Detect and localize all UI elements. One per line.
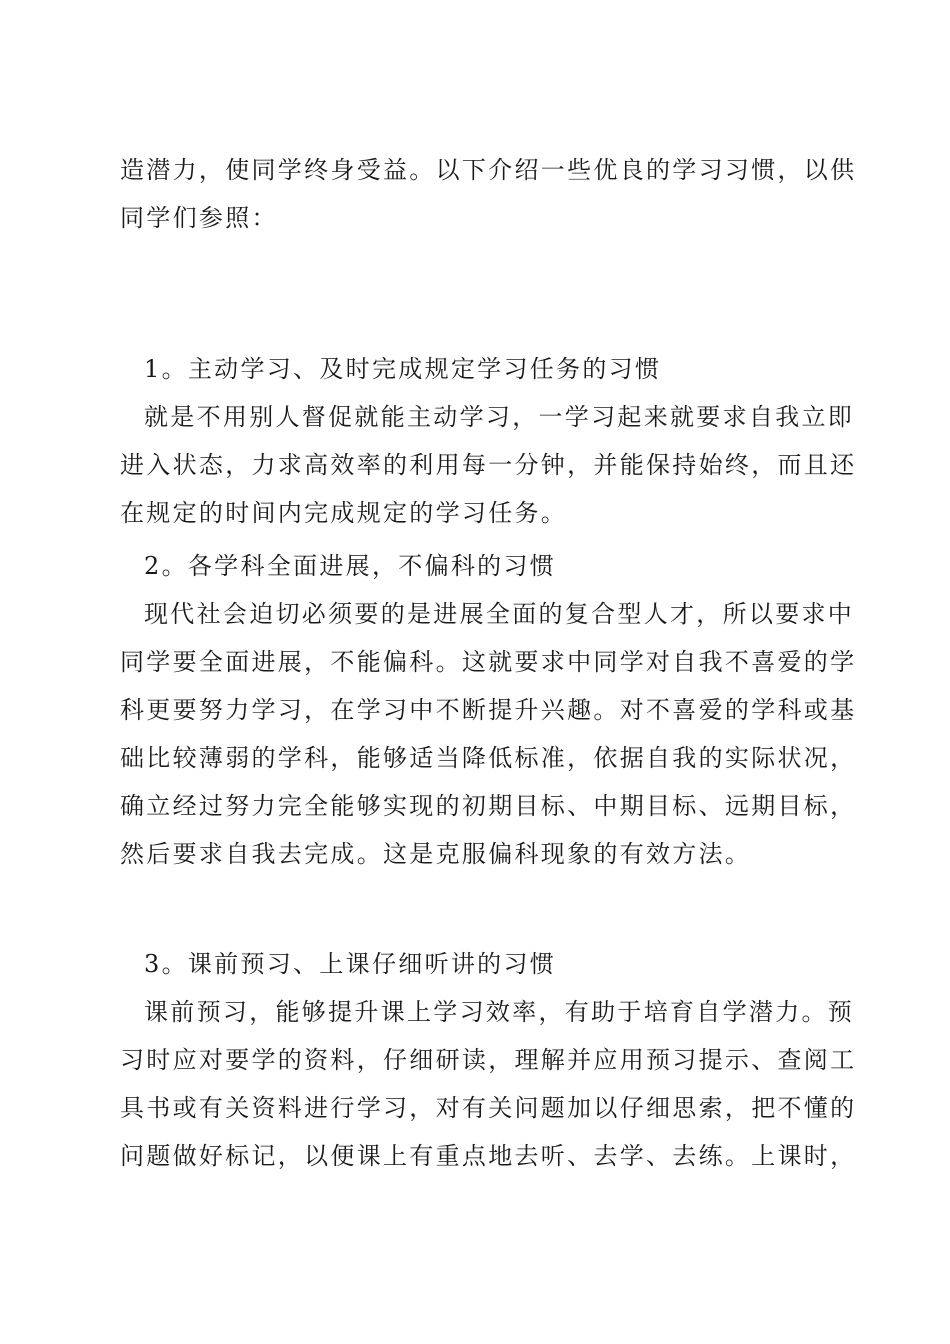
paragraph-line: 进入状态，力求高效率的利用每一分钟，并能保持始终，而且还: [120, 451, 857, 479]
paragraph-line: 科更要努力学习，在学习中不断提升兴趣。对不喜爱的学科或基: [120, 696, 857, 724]
section-3: [120, 940, 857, 1180]
paragraph-line: 同学要全面进展，不能偏科。这就要求中同学对自我不喜爱的学: [120, 648, 857, 676]
paragraph-line: 现代社会迫切必须要的是进展全面的复合型人才，所以要求中: [144, 600, 855, 628]
paragraph-line: 同学们参照：: [120, 204, 278, 232]
paragraph-line: 然后要求自我去完成。这是克服偏科现象的有效方法。: [120, 840, 752, 868]
paragraph-line: 问题做好标记，以便课上有重点地去听、去学、去练。上课时，: [120, 1142, 857, 1170]
section-2: [120, 542, 857, 878]
paragraph-line: 造潜力，使同学终身受益。以下介绍一些优良的学习习惯，以供: [120, 156, 857, 184]
paragraph-line: 具书或有关资料进行学习，对有关问题加以仔细思索，把不懂的: [120, 1094, 857, 1122]
intro-paragraph: [120, 146, 857, 242]
section-heading: 1。主动学习、及时完成规定学习任务的习惯: [144, 355, 662, 383]
section-1: [120, 345, 857, 537]
paragraph-line: 在规定的时间内完成规定的学习任务。: [120, 499, 568, 527]
paragraph-line: 确立经过努力完全能够实现的初期目标、中期目标、远期目标，: [120, 792, 857, 820]
paragraph-line: 就是不用别人督促就能主动学习，一学习起来就要求自我立即: [144, 403, 855, 431]
section-heading: 2。各学科全面进展，不偏科的习惯: [144, 552, 557, 580]
paragraph-line: 习时应对要学的资料，仔细研读，理解并应用预习提示、查阅工: [120, 1046, 857, 1074]
paragraph-line: 课前预习，能够提升课上学习效率，有助于培育自学潜力。预: [144, 998, 855, 1026]
paragraph-line: 础比较薄弱的学科，能够适当降低标准，依据自我的实际状况，: [120, 744, 857, 772]
section-heading: 3。课前预习、上课仔细听讲的习惯: [144, 950, 557, 978]
